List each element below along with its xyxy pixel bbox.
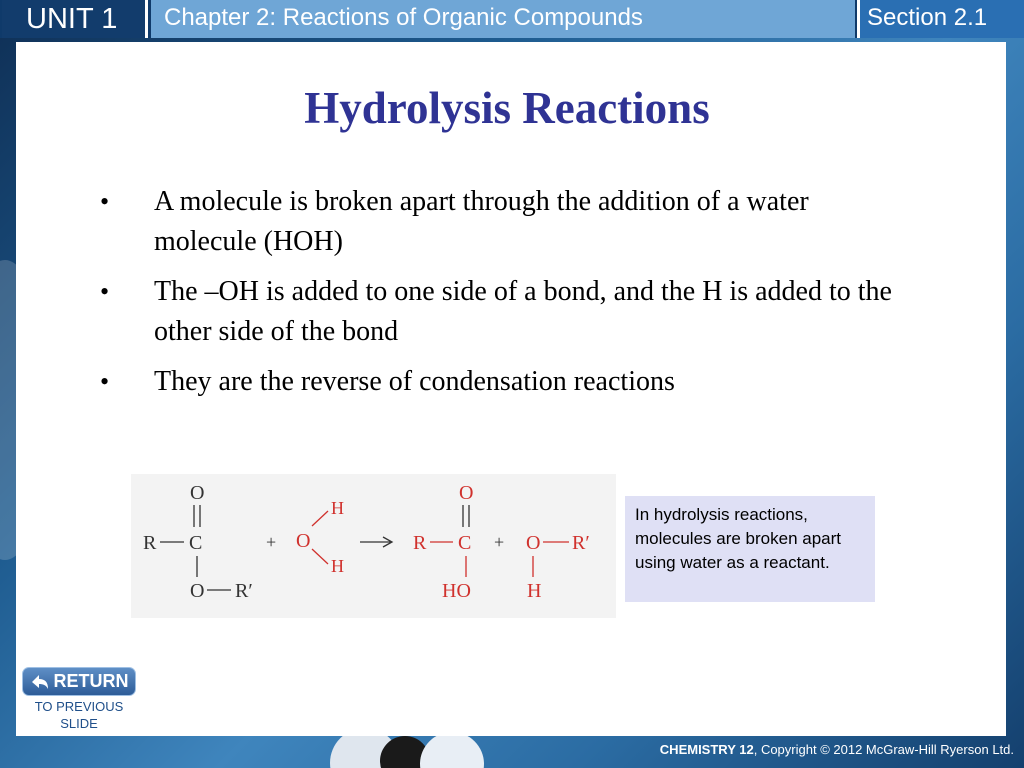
bullet-list	[100, 182, 900, 412]
bullet-icon: •	[100, 277, 110, 306]
reaction-arrow	[360, 537, 392, 547]
atom-label: O	[296, 530, 311, 552]
bullet-item	[100, 272, 900, 352]
unit-label: UNIT 1	[2, 0, 148, 38]
return-label: RETURN	[53, 671, 129, 691]
return-arrow-icon	[30, 673, 50, 691]
return-navigation	[22, 667, 136, 732]
product-alcohol	[526, 532, 590, 602]
plus-sign: +	[266, 532, 277, 552]
water-molecule	[296, 498, 344, 576]
diagram-caption: In hydrolysis reactions, molecules are broken apart using water as a reactant.	[625, 496, 875, 602]
hydrolysis-reaction-diagram	[131, 474, 616, 618]
bullet-item	[100, 182, 900, 262]
atom-label: R′	[572, 532, 590, 554]
atom-label: R	[143, 532, 157, 554]
atom-label: C	[189, 532, 203, 554]
chapter-label: Chapter 2: Reactions of Organic Compounds	[151, 0, 855, 38]
section-label: Section 2.1	[857, 0, 1024, 38]
atom-label: HO	[442, 580, 471, 602]
atom-label: O	[190, 580, 205, 602]
return-sublabel: TO PREVIOUS SLIDE	[34, 699, 124, 731]
bullet-text: A molecule is broken apart through the addition of a water molecule (HOH)	[154, 186, 809, 257]
atom-label: H	[331, 498, 344, 518]
product-carboxylic-acid	[413, 482, 473, 602]
footer-copyright: , Copyright © 2012 McGraw-Hill Ryerson Ltd.	[753, 742, 1014, 757]
bullet-text: The –OH is added to one side of a bond, and the H is added to the other side of the bond	[154, 276, 892, 347]
bullet-text: They are the reverse of condensation reactions	[154, 366, 675, 397]
atom-label: O	[190, 482, 205, 504]
atom-label: H	[527, 580, 542, 602]
bullet-item	[100, 362, 900, 402]
atom-label: R	[413, 532, 427, 554]
return-button[interactable]	[22, 667, 136, 696]
bullet-icon: •	[100, 187, 110, 216]
reactant-ester	[143, 482, 253, 602]
atom-label: H	[331, 556, 344, 576]
background-molecule	[420, 732, 484, 768]
atom-label: O	[459, 482, 474, 504]
atom-label: O	[526, 532, 541, 554]
bullet-icon: •	[100, 367, 110, 396]
atom-label: C	[458, 532, 472, 554]
copyright-footer	[660, 742, 1014, 757]
footer-brand: CHEMISTRY 12	[659, 742, 754, 757]
atom-label: R′	[235, 580, 253, 602]
slide-title: Hydrolysis Reactions	[304, 83, 710, 133]
plus-sign: +	[494, 532, 505, 552]
